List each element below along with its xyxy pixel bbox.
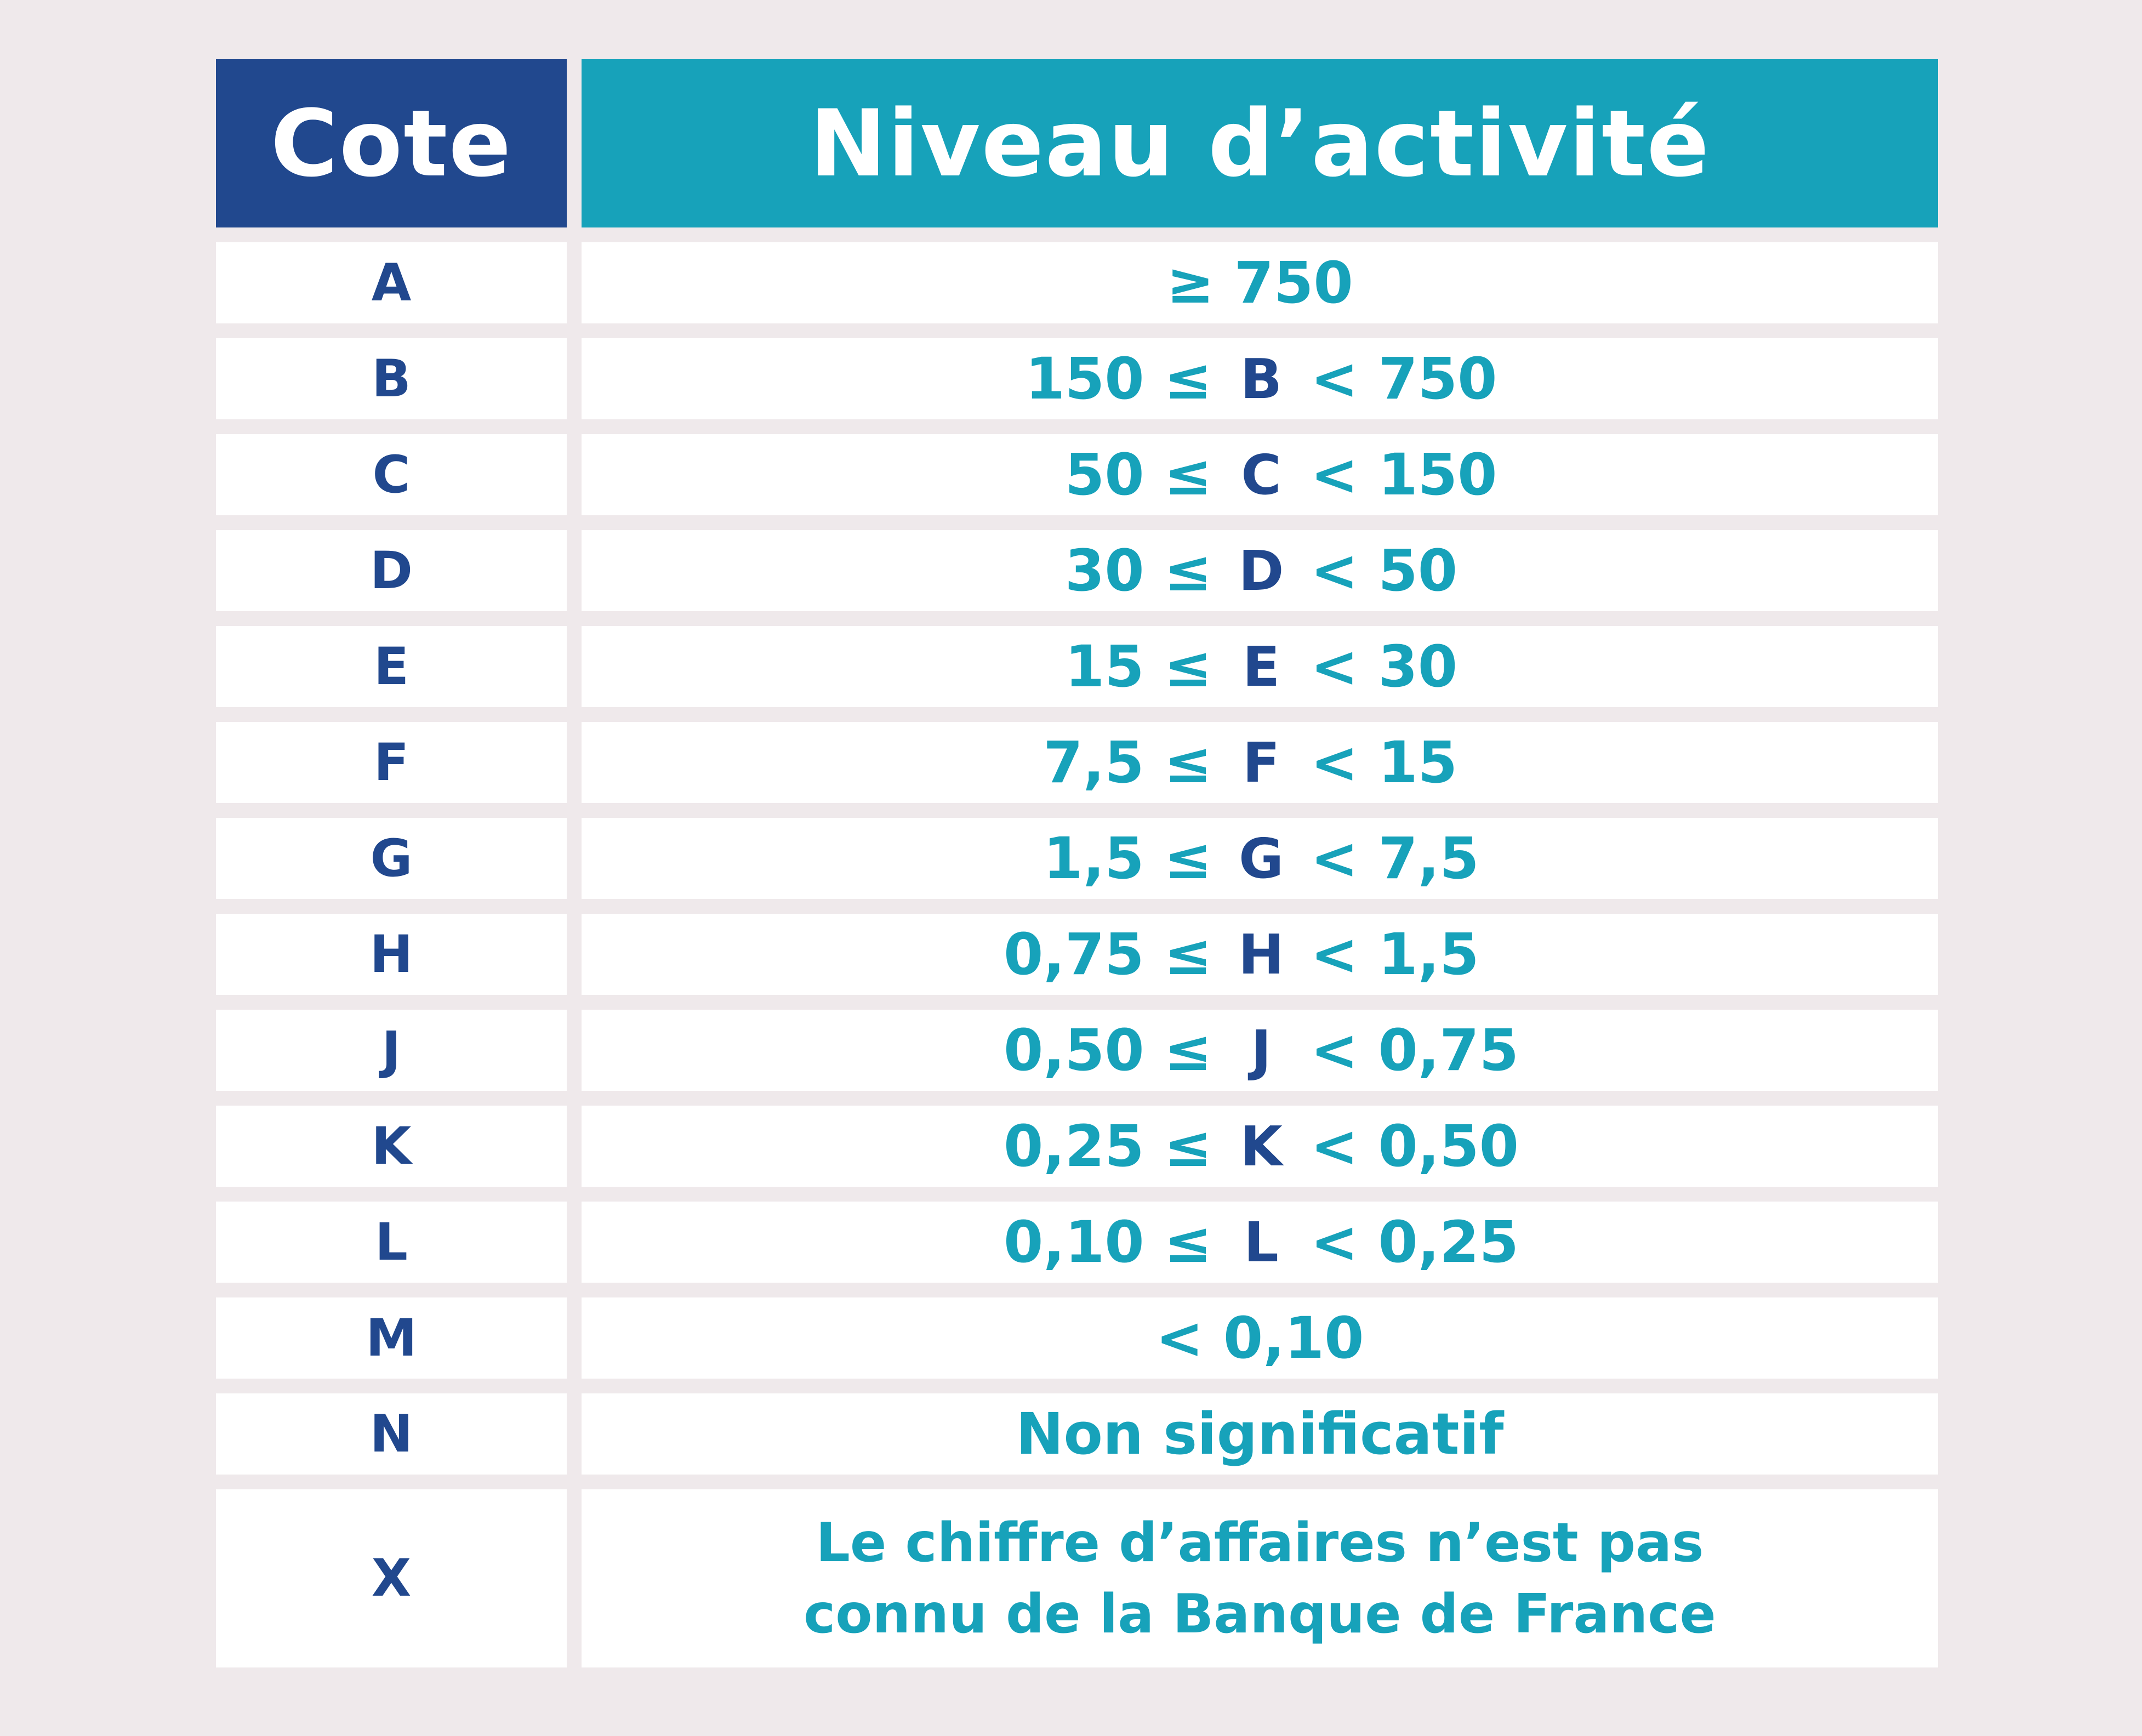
table-row bbox=[216, 818, 1938, 899]
level-range bbox=[982, 441, 1541, 508]
range-letter: K bbox=[1240, 1114, 1283, 1179]
level-range bbox=[982, 921, 1541, 988]
range-letter: F bbox=[1242, 730, 1280, 795]
range-low: 1,5 ≤ bbox=[1043, 825, 1212, 892]
range-high: < 0,50 bbox=[1311, 1113, 1519, 1180]
level-range bbox=[982, 825, 1541, 892]
range-high: < 0,75 bbox=[1311, 1017, 1519, 1084]
level-cell bbox=[582, 1297, 1938, 1379]
cote-cell: J bbox=[216, 1010, 567, 1091]
range-low: 15 ≤ bbox=[1064, 633, 1212, 700]
range-letter: E bbox=[1242, 634, 1280, 699]
range-letter: C bbox=[1241, 442, 1281, 507]
cote-cell: E bbox=[216, 626, 567, 707]
level-text-line: connu de la Banque de France bbox=[804, 1583, 1716, 1646]
range-high: < 750 bbox=[1311, 345, 1497, 412]
cotation-table bbox=[216, 59, 1938, 1682]
range-letter: D bbox=[1238, 538, 1284, 603]
table-row bbox=[216, 1297, 1938, 1379]
level-text-multiline bbox=[804, 1507, 1716, 1650]
cote-cell: M bbox=[216, 1297, 567, 1379]
level-range bbox=[982, 633, 1541, 700]
table-row bbox=[216, 338, 1938, 419]
level-cell bbox=[582, 722, 1938, 803]
table-row bbox=[216, 1202, 1938, 1283]
cote-cell: D bbox=[216, 530, 567, 611]
range-high: < 0,25 bbox=[1311, 1209, 1519, 1276]
table-row bbox=[216, 242, 1938, 323]
cote-cell: F bbox=[216, 722, 567, 803]
level-cell bbox=[582, 1393, 1938, 1475]
cote-cell: G bbox=[216, 818, 567, 899]
table-row bbox=[216, 914, 1938, 995]
table-row bbox=[216, 1489, 1938, 1667]
level-text: ≥ 750 bbox=[1166, 249, 1353, 316]
level-cell bbox=[582, 1106, 1938, 1187]
range-letter: G bbox=[1238, 826, 1284, 891]
range-low: 7,5 ≤ bbox=[1043, 729, 1212, 796]
range-high: < 150 bbox=[1311, 441, 1497, 508]
level-cell bbox=[582, 338, 1938, 419]
range-high: < 50 bbox=[1311, 537, 1458, 604]
range-high: < 1,5 bbox=[1311, 921, 1479, 988]
cote-cell: C bbox=[216, 434, 567, 515]
range-high: < 7,5 bbox=[1311, 825, 1479, 892]
level-cell bbox=[582, 626, 1938, 707]
table-row bbox=[216, 1106, 1938, 1187]
range-high: < 30 bbox=[1311, 633, 1458, 700]
level-range bbox=[982, 729, 1541, 796]
range-low: 30 ≤ bbox=[1064, 537, 1212, 604]
cote-cell: N bbox=[216, 1393, 567, 1475]
level-range bbox=[982, 1017, 1541, 1084]
range-low: 0,25 ≤ bbox=[1004, 1113, 1212, 1180]
table-header bbox=[216, 59, 1938, 227]
table-row bbox=[216, 1010, 1938, 1091]
level-cell bbox=[582, 914, 1938, 995]
range-letter: B bbox=[1240, 346, 1283, 411]
header-niveau-activite: Niveau d’activité bbox=[582, 59, 1938, 227]
range-low: 150 ≤ bbox=[1025, 345, 1212, 412]
cote-cell: L bbox=[216, 1202, 567, 1283]
level-range bbox=[982, 537, 1541, 604]
table-row bbox=[216, 722, 1938, 803]
cote-cell: K bbox=[216, 1106, 567, 1187]
range-high: < 15 bbox=[1311, 729, 1458, 796]
level-text-line: Le chiffre d’affaires n’est pas bbox=[816, 1511, 1704, 1574]
range-low: 0,10 ≤ bbox=[1004, 1209, 1212, 1276]
cote-cell: B bbox=[216, 338, 567, 419]
level-cell bbox=[582, 1202, 1938, 1283]
range-letter: J bbox=[1251, 1018, 1272, 1083]
level-cell bbox=[582, 1010, 1938, 1091]
cote-cell: X bbox=[216, 1489, 567, 1667]
level-text: Non significatif bbox=[1016, 1401, 1504, 1467]
table-row bbox=[216, 1393, 1938, 1475]
table-row bbox=[216, 434, 1938, 515]
level-cell bbox=[582, 242, 1938, 323]
range-low: 0,50 ≤ bbox=[1004, 1017, 1212, 1084]
level-range bbox=[982, 1113, 1541, 1180]
level-text: < 0,10 bbox=[1155, 1305, 1364, 1371]
level-cell bbox=[582, 530, 1938, 611]
range-low: 50 ≤ bbox=[1064, 441, 1212, 508]
table-row bbox=[216, 626, 1938, 707]
range-letter: H bbox=[1238, 922, 1284, 987]
cote-cell: A bbox=[216, 242, 567, 323]
level-range bbox=[982, 1209, 1541, 1276]
range-letter: L bbox=[1244, 1210, 1279, 1274]
level-cell bbox=[582, 1489, 1938, 1667]
cote-cell: H bbox=[216, 914, 567, 995]
header-cote: Cote bbox=[216, 59, 567, 227]
level-cell bbox=[582, 818, 1938, 899]
level-cell bbox=[582, 434, 1938, 515]
range-low: 0,75 ≤ bbox=[1004, 921, 1212, 988]
table-row bbox=[216, 530, 1938, 611]
level-range bbox=[982, 345, 1541, 412]
